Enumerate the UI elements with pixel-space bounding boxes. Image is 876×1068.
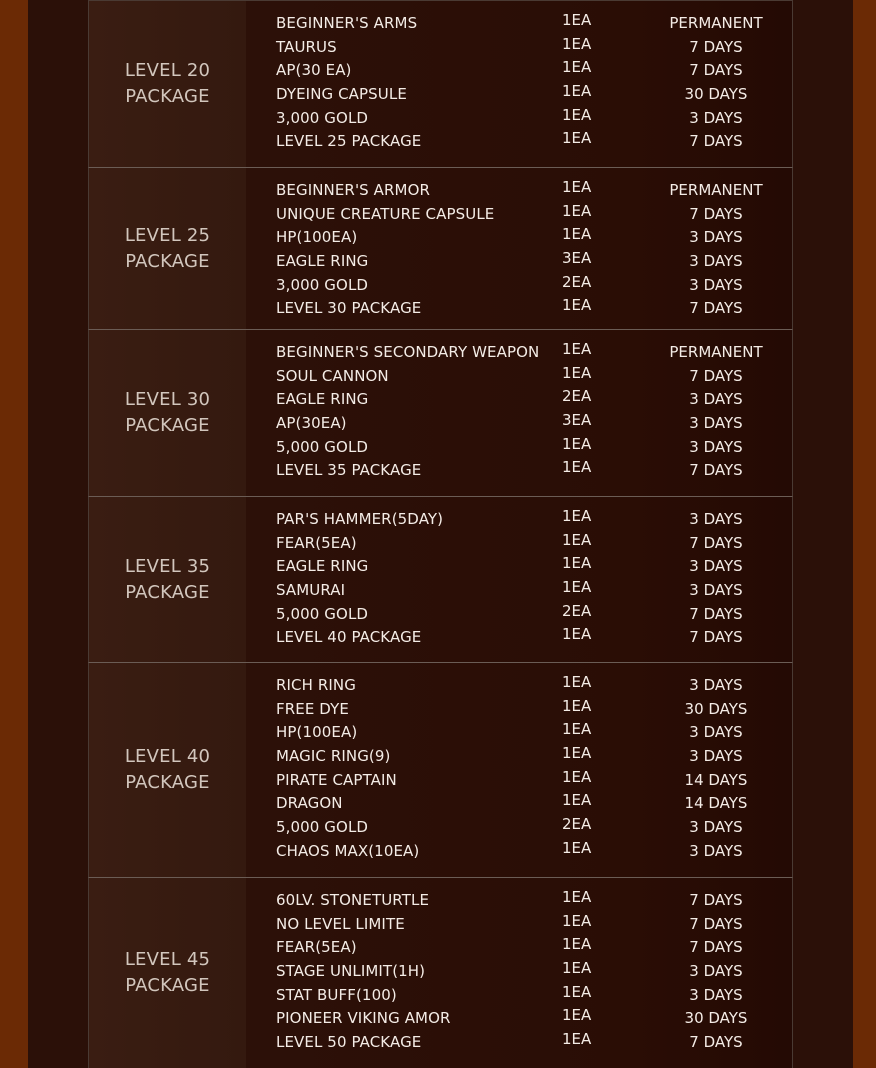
item-row <box>246 1030 792 1054</box>
item-qty: 1EA <box>562 767 592 786</box>
package-section <box>88 167 793 329</box>
item-duration: 3 DAYS <box>689 747 743 766</box>
package-section <box>88 0 793 167</box>
item-qty: 1EA <box>562 696 592 715</box>
item-duration: 3 DAYS <box>689 557 743 576</box>
item-name: LEVEL 40 PACKAGE <box>276 628 422 647</box>
item-row <box>246 507 792 531</box>
item-duration: 7 DAYS <box>689 891 743 909</box>
item-name: 5,000 GOLD <box>276 818 369 837</box>
item-row <box>246 791 792 815</box>
item-row <box>246 912 792 936</box>
package-items <box>246 168 792 329</box>
item-qty: 1EA <box>562 201 592 220</box>
item-row <box>246 58 792 82</box>
item-name: EAGLE RING <box>276 390 369 409</box>
item-qty: 2EA <box>562 272 592 291</box>
item-duration: 7 DAYS <box>689 938 743 957</box>
item-row <box>246 768 792 792</box>
item-name: LEVEL 30 PACKAGE <box>276 299 422 318</box>
item-name: 5,000 GOLD <box>276 437 369 456</box>
item-duration: 3 DAYS <box>689 581 743 600</box>
item-duration: 3 DAYS <box>689 962 743 981</box>
item-duration: PERMANENT <box>669 343 763 361</box>
item-name: TAURUS <box>276 37 337 56</box>
item-name: PIONEER VIKING AMOR <box>276 1009 451 1028</box>
item-name: HP(100EA) <box>276 723 358 742</box>
package-label: LEVEL 20 PACKAGE <box>124 60 211 107</box>
item-duration: 3 DAYS <box>689 228 743 247</box>
item-qty: 1EA <box>562 720 592 739</box>
item-qty: 1EA <box>562 959 592 978</box>
package-section <box>88 877 793 1068</box>
item-duration: 3 DAYS <box>689 818 743 837</box>
item-qty: 2EA <box>562 387 592 406</box>
item-qty: 1EA <box>562 58 592 77</box>
item-name: SOUL CANNON <box>276 366 389 385</box>
item-duration: 3 DAYS <box>689 414 743 433</box>
item-qty: 1EA <box>562 105 592 124</box>
item-row <box>246 249 792 273</box>
item-duration: 7 DAYS <box>689 204 743 223</box>
item-qty: 1EA <box>562 11 592 29</box>
item-qty: 1EA <box>562 888 592 906</box>
item-duration: 3 DAYS <box>689 841 743 860</box>
item-name: LEVEL 50 PACKAGE <box>276 1033 422 1052</box>
item-row <box>246 839 792 863</box>
item-row <box>246 458 792 482</box>
item-row <box>246 531 792 555</box>
item-row <box>246 340 792 364</box>
item-name: UNIQUE CREATURE CAPSULE <box>276 204 495 223</box>
item-name: 3,000 GOLD <box>276 108 369 127</box>
item-name: LEVEL 35 PACKAGE <box>276 461 422 480</box>
item-row <box>246 1006 792 1030</box>
item-row <box>246 35 792 59</box>
package-label: LEVEL 40 PACKAGE <box>124 746 211 793</box>
item-row <box>246 554 792 578</box>
package-items <box>246 878 792 1068</box>
item-name: FEAR(5EA) <box>276 533 357 552</box>
item-row <box>246 673 792 697</box>
item-name: FEAR(5EA) <box>276 938 357 957</box>
item-name: RICH RING <box>276 676 356 694</box>
item-name: BEGINNER'S SECONDARY WEAPON <box>276 343 540 361</box>
item-qty: 1EA <box>562 225 592 244</box>
package-label-cell <box>89 168 246 329</box>
item-row <box>246 625 792 649</box>
item-duration: 3 DAYS <box>689 510 743 528</box>
item-name: STAT BUFF(100) <box>276 985 397 1004</box>
item-qty: 2EA <box>562 601 592 620</box>
item-qty: 1EA <box>562 578 592 597</box>
item-name: 3,000 GOLD <box>276 275 369 294</box>
item-name: BEGINNER'S ARMS <box>276 14 418 32</box>
item-qty: 1EA <box>562 744 592 763</box>
item-row <box>246 273 792 297</box>
item-row <box>246 387 792 411</box>
item-row <box>246 106 792 130</box>
item-duration: 3 DAYS <box>689 252 743 271</box>
package-label: LEVEL 45 PACKAGE <box>124 949 211 996</box>
item-name: AP(30EA) <box>276 414 347 433</box>
item-duration: 7 DAYS <box>689 132 743 151</box>
item-name: STAGE UNLIMIT(1H) <box>276 962 426 981</box>
item-qty: 1EA <box>562 507 592 525</box>
item-name: EAGLE RING <box>276 252 369 271</box>
item-row <box>246 888 792 912</box>
item-duration: 3 DAYS <box>689 390 743 409</box>
item-row <box>246 983 792 1007</box>
item-duration: 3 DAYS <box>689 985 743 1004</box>
item-duration: 30 DAYS <box>684 1009 748 1028</box>
item-qty: 1EA <box>562 129 592 148</box>
item-name: NO LEVEL LIMITE <box>276 914 405 933</box>
item-duration: PERMANENT <box>669 14 763 32</box>
right-border <box>793 0 876 1068</box>
item-qty: 1EA <box>562 1030 592 1049</box>
item-name: DYEING CAPSULE <box>276 85 407 104</box>
item-row <box>246 578 792 602</box>
package-label-cell <box>89 878 246 1068</box>
item-name: FREE DYE <box>276 699 349 718</box>
package-label: LEVEL 25 PACKAGE <box>124 224 211 272</box>
package-section <box>88 662 793 877</box>
item-name: PIRATE CAPTAIN <box>276 770 397 789</box>
item-row <box>246 435 792 459</box>
item-qty: 1EA <box>562 458 592 477</box>
package-label-cell <box>89 663 246 877</box>
item-duration: 14 DAYS <box>684 794 748 813</box>
item-row <box>246 935 792 959</box>
package-label-cell <box>89 497 246 662</box>
package-label-cell <box>89 1 246 167</box>
item-qty: 1EA <box>562 791 592 810</box>
package-section <box>88 496 793 662</box>
item-duration: 7 DAYS <box>689 628 743 647</box>
item-qty: 1EA <box>562 434 592 453</box>
item-qty: 2EA <box>562 815 592 834</box>
item-qty: 1EA <box>562 838 592 857</box>
item-qty: 1EA <box>562 673 592 691</box>
item-duration: 7 DAYS <box>689 461 743 480</box>
item-row <box>246 225 792 249</box>
item-duration: 7 DAYS <box>689 61 743 80</box>
item-row <box>246 364 792 388</box>
left-border <box>0 0 88 1068</box>
package-label-cell <box>89 330 246 496</box>
item-duration: 3 DAYS <box>689 275 743 294</box>
item-name: AP(30 EA) <box>276 61 352 80</box>
item-name: SAMURAI <box>276 581 346 600</box>
item-name: CHAOS MAX(10EA) <box>276 841 420 860</box>
item-duration: 7 DAYS <box>689 914 743 933</box>
package-items <box>246 663 792 877</box>
item-duration: 3 DAYS <box>689 723 743 742</box>
item-row <box>246 744 792 768</box>
package-section <box>88 329 793 496</box>
item-row <box>246 129 792 153</box>
item-qty: 3EA <box>562 249 592 268</box>
item-row <box>246 11 792 35</box>
item-duration: PERMANENT <box>669 181 763 199</box>
item-duration: 3 DAYS <box>689 437 743 456</box>
item-row <box>246 697 792 721</box>
item-row <box>246 411 792 435</box>
item-row <box>246 82 792 106</box>
item-row <box>246 959 792 983</box>
item-name: DRAGON <box>276 794 343 813</box>
item-name: BEGINNER'S ARMOR <box>276 181 431 199</box>
item-name: PAR'S HAMMER(5DAY) <box>276 510 444 528</box>
item-duration: 7 DAYS <box>689 533 743 552</box>
item-qty: 1EA <box>562 340 592 358</box>
package-items <box>246 330 792 496</box>
item-qty: 1EA <box>562 911 592 930</box>
item-qty: 1EA <box>562 625 592 644</box>
item-row <box>246 202 792 226</box>
item-duration: 7 DAYS <box>689 366 743 385</box>
item-qty: 1EA <box>562 363 592 382</box>
item-row <box>246 602 792 626</box>
item-name: HP(100EA) <box>276 228 358 247</box>
item-duration: 7 DAYS <box>689 604 743 623</box>
item-qty: 1EA <box>562 982 592 1001</box>
item-qty: 1EA <box>562 178 592 196</box>
item-duration: 7 DAYS <box>689 1033 743 1052</box>
item-duration: 7 DAYS <box>689 299 743 318</box>
package-items <box>246 1 792 167</box>
package-items <box>246 497 792 662</box>
item-qty: 3EA <box>562 411 592 430</box>
item-name: EAGLE RING <box>276 557 369 576</box>
item-duration: 30 DAYS <box>684 699 748 718</box>
item-qty: 1EA <box>562 34 592 53</box>
item-qty: 1EA <box>562 530 592 549</box>
package-label: LEVEL 35 PACKAGE <box>124 555 211 603</box>
item-row <box>246 178 792 202</box>
item-row <box>246 296 792 320</box>
item-row <box>246 815 792 839</box>
item-row <box>246 720 792 744</box>
item-duration: 3 DAYS <box>689 108 743 127</box>
item-qty: 1EA <box>562 935 592 954</box>
item-name: MAGIC RING(9) <box>276 747 391 766</box>
item-name: 60LV. STONETURTLE <box>276 891 430 909</box>
package-table <box>88 0 793 1068</box>
item-qty: 1EA <box>562 82 592 101</box>
item-duration: 7 DAYS <box>689 37 743 56</box>
item-duration: 3 DAYS <box>689 676 743 694</box>
item-qty: 1EA <box>562 554 592 573</box>
item-qty: 1EA <box>562 296 592 315</box>
item-duration: 30 DAYS <box>684 85 748 104</box>
package-label: LEVEL 30 PACKAGE <box>124 389 211 436</box>
item-duration: 14 DAYS <box>684 770 748 789</box>
item-qty: 1EA <box>562 1006 592 1025</box>
item-name: LEVEL 25 PACKAGE <box>276 132 422 151</box>
item-name: 5,000 GOLD <box>276 604 369 623</box>
